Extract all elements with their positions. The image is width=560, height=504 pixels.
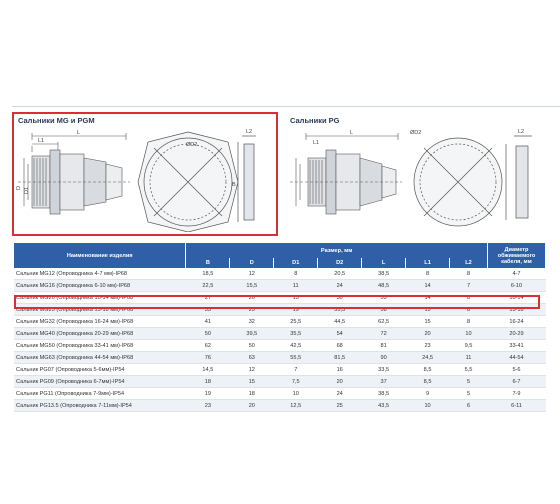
dim-l: L (77, 130, 81, 136)
table-cell: 7-9 (487, 388, 545, 400)
table-cell: 18 (186, 376, 230, 388)
table-cell: 10 (274, 388, 318, 400)
table-cell: 8 (450, 292, 488, 304)
table-cell: 53 (362, 292, 406, 304)
table-cell: 16-24 (487, 316, 545, 328)
table-cell: 44-54 (487, 352, 545, 364)
table-cell: 81,5 (318, 352, 362, 364)
table-cell: 55,5 (274, 352, 318, 364)
table-cell: 30 (318, 292, 362, 304)
dim-l1: L1 (38, 138, 45, 144)
product-name: Сальник MG20 (Опроводника 10-14 мм)-IP68 (14, 292, 186, 304)
mg-side-view-drawing (14, 124, 134, 232)
pg-dim-l: L (350, 130, 354, 136)
table-cell: 43,5 (362, 400, 406, 412)
table-row (14, 376, 546, 388)
pg-dim-l1: L1 (313, 140, 320, 146)
table-cell: 6-11 (487, 400, 545, 412)
product-name: Сальник MG50 (Опроводника 33-41 мм)-IP68 (14, 340, 186, 352)
table-row (14, 304, 546, 316)
table-cell: 15 (406, 304, 450, 316)
table-cell: 8 (450, 316, 488, 328)
table-cell: 20 (318, 376, 362, 388)
table-cell: 10 (450, 328, 488, 340)
header-col: L1 (406, 258, 450, 268)
table-row (14, 268, 546, 280)
table-row (14, 316, 546, 328)
pg-dim-l2: L2 (518, 129, 525, 135)
table-cell: 7,5 (274, 376, 318, 388)
table-cell: 8 (450, 304, 488, 316)
table-cell: 23 (186, 400, 230, 412)
table-cell: 35,5 (318, 304, 362, 316)
table-cell: 63 (230, 352, 274, 364)
table-cell: 16 (318, 364, 362, 376)
table-row (14, 280, 546, 292)
pg-section-title: Сальники PG (290, 116, 340, 125)
mg-section-title: Сальники MG и PGM (18, 116, 95, 125)
table-cell: 5-6 (487, 364, 545, 376)
table-cell: 42,5 (274, 340, 318, 352)
table-cell: 23 (406, 340, 450, 352)
table-cell: 24,5 (406, 352, 450, 364)
table-cell: 58 (362, 304, 406, 316)
header-col: D (230, 258, 274, 268)
table-cell: 39,5 (230, 328, 274, 340)
table-cell: 12 (230, 268, 274, 280)
table-cell: 4-7 (487, 268, 545, 280)
table-cell: 14 (406, 292, 450, 304)
table-cell: 15 (230, 376, 274, 388)
table-cell: 68 (318, 340, 362, 352)
table-cell: 5,5 (450, 364, 488, 376)
specs-table (14, 243, 546, 412)
table-cell: 20-29 (487, 328, 545, 340)
header-col: L2 (450, 258, 488, 268)
table-cell: 8 (450, 268, 488, 280)
table-cell: 12 (230, 364, 274, 376)
table-cell: 24 (318, 388, 362, 400)
header-col: D1 (274, 258, 318, 268)
header-diameter: Диаметр обжимаемого кабеля, мм (487, 243, 545, 268)
table-cell: 35,5 (274, 328, 318, 340)
table-cell: 48,5 (362, 280, 406, 292)
table-cell: 44,5 (318, 316, 362, 328)
table-cell: 9,5 (450, 340, 488, 352)
table-cell: 33,5 (362, 364, 406, 376)
table-cell: 14 (406, 280, 450, 292)
table-cell: 13-18 (487, 304, 545, 316)
table-cell: 38,5 (362, 268, 406, 280)
table-cell: 62,5 (362, 316, 406, 328)
table-cell: 20 (406, 328, 450, 340)
table-cell: 54 (318, 328, 362, 340)
header-size: Размер, мм (186, 243, 488, 258)
table-cell: 12,5 (274, 400, 318, 412)
table-cell: 11 (450, 352, 488, 364)
table-cell: 25 (230, 304, 274, 316)
table-cell: 6 (450, 400, 488, 412)
table-row (14, 364, 546, 376)
dim-l2: L2 (246, 129, 253, 135)
product-name: Сальник MG63 (Опроводника 44-54 мм)-IP68 (14, 352, 186, 364)
table-cell: 8 (274, 268, 318, 280)
table-cell: 33 (186, 304, 230, 316)
dim-d1: D1 (24, 186, 30, 194)
table-cell: 25 (318, 400, 362, 412)
dim-d2: ØD2 (186, 142, 198, 148)
dim-d: D (16, 186, 22, 190)
table-cell: 15 (274, 292, 318, 304)
product-name: Сальник MG12 (Опроводника 4-7 мм)-IP68 (14, 268, 186, 280)
table-row (14, 328, 546, 340)
product-name: Сальник MG40 (Опроводника 20-29 мм)-IP68 (14, 328, 186, 340)
table-cell: 90 (362, 352, 406, 364)
pg-front-view-drawing (406, 124, 556, 232)
table-cell: 62 (186, 340, 230, 352)
table-cell: 24 (318, 280, 362, 292)
table-cell: 8 (406, 268, 450, 280)
product-name: Сальник PG07 (Опроводника 5-6мм)-IP54 (14, 364, 186, 376)
product-name: Сальник PG13.5 (Опроводника 7-11мм)-IP54 (14, 400, 186, 412)
mg-front-view-drawing (134, 124, 274, 232)
table-cell: 41 (186, 316, 230, 328)
table-cell: 38,5 (362, 388, 406, 400)
table-cell: 20 (230, 292, 274, 304)
table-cell: 5 (450, 388, 488, 400)
table-cell: 18 (230, 388, 274, 400)
product-name: Сальник PG11 (Опроводника 7-9мм)-IP54 (14, 388, 186, 400)
table-cell: 8,5 (406, 364, 450, 376)
header-name: Наименование изделия (14, 243, 186, 268)
product-name: Сальник MG16 (Опроводника 6-10 мм)-IP68 (14, 280, 186, 292)
table-cell: 14,5 (186, 364, 230, 376)
table-row (14, 352, 546, 364)
table-cell: 19 (274, 304, 318, 316)
table-cell: 19 (186, 388, 230, 400)
product-name: Сальник PG09 (Опроводника 6-7мм)-IP54 (14, 376, 186, 388)
table-cell: 7 (450, 280, 488, 292)
table-cell: 20,5 (318, 268, 362, 280)
header-col: B (186, 258, 230, 268)
table-cell: 5 (450, 376, 488, 388)
table-cell: 15,5 (230, 280, 274, 292)
table-row (14, 400, 546, 412)
table-cell: 7 (274, 364, 318, 376)
table-row (14, 388, 546, 400)
table-cell: 18,5 (186, 268, 230, 280)
table-cell: 10-14 (487, 292, 545, 304)
header-col: D2 (318, 258, 362, 268)
table-cell: 32 (230, 316, 274, 328)
table-cell: 76 (186, 352, 230, 364)
table-cell: 37 (362, 376, 406, 388)
table-cell: 22,5 (186, 280, 230, 292)
table-row (14, 340, 546, 352)
table-cell: 81 (362, 340, 406, 352)
table-row (14, 292, 546, 304)
product-name: Сальник MG32 (Опроводника 16-24 мм)-IP68 (14, 316, 186, 328)
table-cell: 50 (230, 340, 274, 352)
table-cell: 10 (406, 400, 450, 412)
table-cell: 20 (230, 400, 274, 412)
table-cell: 11 (274, 280, 318, 292)
table-cell: 25,5 (274, 316, 318, 328)
table-cell: 6-7 (487, 376, 545, 388)
pg-side-view-drawing (286, 124, 406, 232)
table-cell: 72 (362, 328, 406, 340)
top-divider (12, 106, 560, 107)
table-cell: 6-10 (487, 280, 545, 292)
pg-dim-d2: ØD2 (410, 130, 422, 136)
product-name: Сальник MG25 (Опроводника 13-18 мм)-IP68 (14, 304, 186, 316)
header-col: L (362, 258, 406, 268)
table-cell: 33-41 (487, 340, 545, 352)
table-cell: 50 (186, 328, 230, 340)
table-cell: 15 (406, 316, 450, 328)
dim-b: B (232, 182, 236, 188)
table-cell: 9 (406, 388, 450, 400)
table-cell: 27 (186, 292, 230, 304)
table-cell: 8,5 (406, 376, 450, 388)
